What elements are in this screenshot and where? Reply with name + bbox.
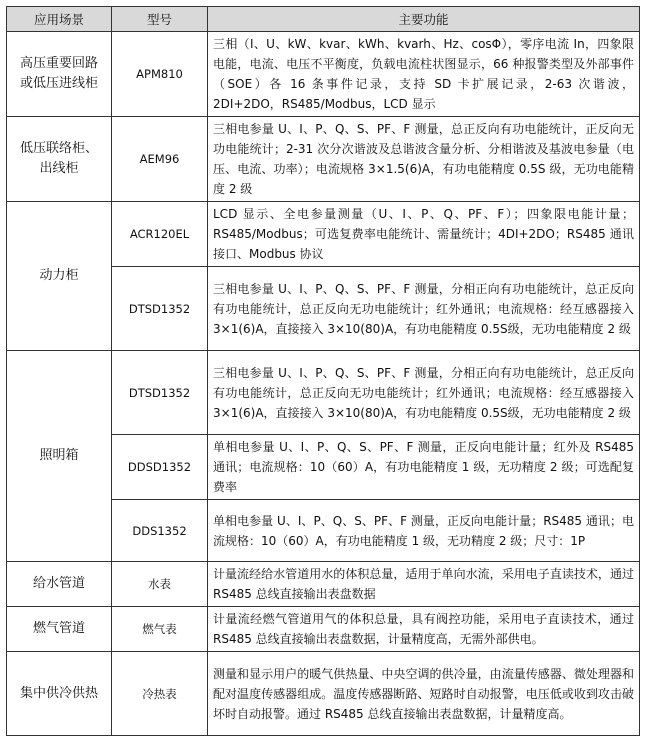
table-row	[7, 351, 640, 435]
header-function: 主要功能	[208, 7, 640, 32]
scene-cell	[7, 32, 112, 117]
function-cell: 三相电参量 U、I、P、Q、S、PF、F 测量，总正反向有功电能统计，正反向无功电能统计；2-31 次分次谐波及总谐波含量分析、分相谐波及基波电参量（电压、电流、功率）；电流规格 3×1.5(6)A，有功电能精度 0.5S 级，无功电能精度 2 级	[208, 117, 640, 202]
header-scene: 应用场景	[7, 7, 112, 32]
table-row	[7, 202, 640, 267]
function-cell: 计量流经给水管道用水的体积总量，适用于单向水流，采用电子直读技术，通过 RS485 总线直接输出表盘数据	[208, 562, 640, 607]
function-cell: 计量流经燃气管道用气的体积总量，具有阀控功能，采用电子直读技术，通过 RS485 总线直接输出表盘数据，计量精度高，无需外部供电。	[208, 607, 640, 652]
model-cell: 水表	[112, 562, 208, 607]
model-cell: DTSD1352	[112, 267, 208, 351]
model-cell: DTSD1352	[112, 351, 208, 435]
model-cell: APM810	[112, 32, 208, 117]
function-cell: 三相电参量 U、I、P、Q、S、PF、F 测量，分相正向有功电能统计，总正反向有功电能统计，总正反向无功电能统计；红外通讯；电流规格：经互感器接入 3×1(6)A，直接接入 3×10(80)A，有功电能精度 0.5S级，无功电能精度 2 级	[208, 267, 640, 351]
model-cell: ACR120EL	[112, 202, 208, 267]
function-cell: 三相（I、U、kW、kvar、kWh、kvarh、Hz、cosΦ），零序电流 In，四象限电能，电流、电压不平衡度，负载电流柱状图显示，66 种报警类型及外部事件（SOE）各 16 条事件记录，支持 SD 卡扩展记录，2-63 次谐波，2DI+2DO，RS485/Modbus，LCD 显示	[208, 32, 640, 117]
table-header-row	[7, 7, 640, 32]
table-row	[7, 607, 640, 652]
function-cell: LCD 显示、全电参量测量（U、I、P、Q、PF、F）；四象限电能计量；RS485/Modbus；可选复费率电能统计、需量统计；4DI+2DO；RS485 通讯接口、Modbus 协议	[208, 202, 640, 267]
model-cell: AEM96	[112, 117, 208, 202]
scene-cell: 给水管道	[7, 562, 112, 607]
scene-cell: 动力柜	[7, 202, 112, 351]
function-cell: 三相电参量 U、I、P、Q、S、PF、F 测量，分相正向有功电能统计，总正反向有功电能统计，总正反向无功电能统计；红外通讯；电流规格：经互感器接入 3×1(6)A，直接接入 3×10(80)A，有功电能精度 0.5S级，无功电能精度 2 级	[208, 351, 640, 435]
model-cell: 冷热表	[112, 652, 208, 736]
scene-text: 高压重要回路 或低压进线柜	[19, 56, 98, 91]
function-cell: 单相电参量 U、I、P、Q、S、PF、F 测量，正反向电能计量；红外及 RS485 通讯；电流规格：10（60）A，有功电能精度 1 级，无功精度 2 级；可选配复费率	[208, 435, 640, 500]
table-row	[7, 117, 640, 202]
table-row	[7, 32, 640, 117]
table-row	[7, 652, 640, 736]
meter-application-table	[6, 6, 640, 736]
scene-text: 低压联络柜、 出线柜	[19, 141, 98, 176]
table-row	[7, 562, 640, 607]
model-cell: DDSD1352	[112, 435, 208, 500]
model-cell: DDS1352	[112, 500, 208, 562]
scene-cell: 照明箱	[7, 351, 112, 562]
scene-cell: 燃气管道	[7, 607, 112, 652]
function-cell: 单相电参量 U、I、P、Q、S、PF、F 测量，正反向电能计量；RS485 通讯；电流规格：10（60）A，有功电能精度 1 级，无功精度 2 级；尺寸：1P	[208, 500, 640, 562]
scene-cell: 集中供冷供热	[7, 652, 112, 736]
scene-cell	[7, 117, 112, 202]
header-model: 型号	[112, 7, 208, 32]
model-cell: 燃气表	[112, 607, 208, 652]
function-cell: 测量和显示用户的暖气供热量、中央空调的供冷量，由流量传感器、微处理器和配对温度传感器组成。温度传感器断路、短路时自动报警，电压低或收到攻击破坏时自动报警。通过 RS485 总线直接输出表盘数据，计量精度高。	[208, 652, 640, 736]
